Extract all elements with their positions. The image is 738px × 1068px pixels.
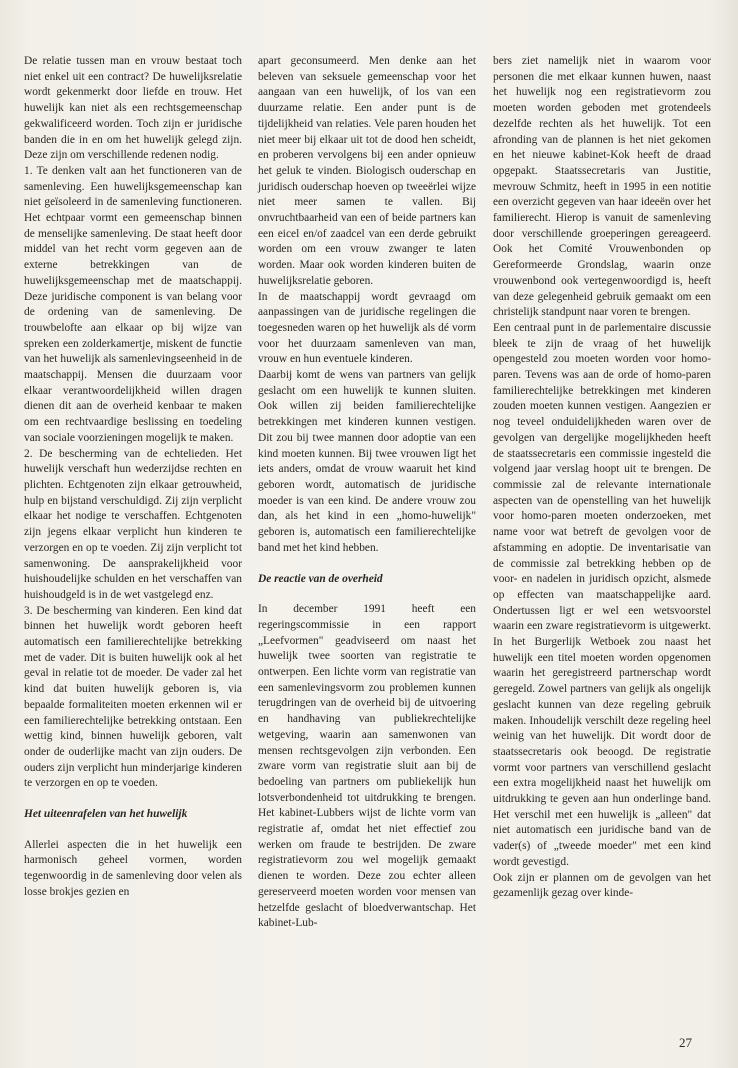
paragraph: Ook zijn er plannen om de gevolgen van het gezamenlijk gezag over kinde- bbox=[493, 871, 711, 900]
paragraph: In de maatschappij wordt gevraagd om aanpassingen van de juridische regelingen die toegesneden waren op het huwelijk als dé vorm voor het duurzaam samenleven van man, vrouw en hun eventuele kinderen. bbox=[258, 290, 476, 366]
paragraph: Daarbij komt de wens van partners van gelijk geslacht om een huwelijk te kunnen sluiten. Ook willen zij beiden familierechtelijke betrekkingen met kinderen kunnen vestigen. Dit zou bij twee mannen door adoptie van een kind moeten kunnen. Bij twee vrouwen ligt het iets anders, omdat de vrouw waaruit het kind geboren wordt, automatisch de juridische moeder is van een kind. De andere vrouw zou dan, als het kind in een „homo-huwelijk" geboren is, automatisch een familierechtelijke band met het kind hebben. bbox=[258, 369, 476, 554]
paragraph: apart geconsumeerd. Men denke aan het beleven van seksuele gemeenschap voor het aangaan van een huwelijk, of los van een duurzame relatie. Een ander punt is de tijdelijkheid van relaties. Vele paren houden het niet meer bij elkaar uit tot de dood hen scheidt, en proberen vervolgens bij een ander opnieuw het geluk te vinden. Biologisch ouderschap en juridisch ouderschap hoeven op tweeërlei wijze niet meer samen te vallen. Bij onvruchtbaarheid van een of beide partners kan een eicel en/of zaadcel van een derde gebruikt worden om een vrouw zwanger te laten worden. Maar ook worden kinderen buiten de huwelijksrelatie geboren. bbox=[258, 55, 476, 287]
paragraph: 2. De bescherming van de echtelieden. Het huwelijk verschaft hun wederzijdse rechten en plichten. Echtgenoten zijn elkaar getrouwheid, hulp en bijstand verschuldigd. Zij zijn verplicht elkaar het nodige te verschaffen. Echtgenoten zijn jegens elkaar verplicht hun kinderen te verzorgen en op te voeden. Zij zijn verplicht tot samenwoning. De aansprakelijkheid voor huishoudelijke schulden en het verschaffen van huishoudgeld is in de wet vastgelegd enz. bbox=[24, 447, 242, 601]
section-heading: Het uiteenrafelen van het huwelijk bbox=[24, 808, 188, 821]
paragraph: De relatie tussen man en vrouw bestaat toch niet enkel uit een contract? De huwelijksrelatie wordt gekenmerkt door liefde en trouw. Het huwelijk kan niet als een rechtsgemeenschap gekwalificeerd worden. Toch zijn er juridische banden die in en om het huwelijk gelegd zijn. Deze zijn om verschillende redenen nodig. bbox=[24, 55, 242, 162]
paragraph: In december 1991 heeft een regeringscommissie in een rapport „Leefvormen" geadviseerd om naast het huwelijk twee soorten van registratie te ontwerpen. Een lichte vorm van registratie van een samenlevingsvorm zou problemen kunnen terugdringen van de overheid bij de uitvoering en handhaving van publiekrechtelijke wetgeving, waarin aan samenwonen van mensen rechtsgevolgen zijn verbonden. Een zware vorm van registratie sluit aan bij de bedoeling van partners om publiekelijk hun lotsverbondenheid tot uitdrukking te brengen. Het kabinet-Lubbers wijst de lichte vorm van registratie af, omdat het niet effectief zou werken om fraude te bestrijden. De zware registratievorm zou wel mogelijk gemaakt dienen te worden. Deze zou echter alleen gereserveerd moeten worden voor mensen van hetzelfde geslacht of bloedverwantschap. Het kabinet-Lub- bbox=[258, 603, 476, 930]
paragraph: 3. De bescherming van kinderen. Een kind dat binnen het huwelijk wordt geboren heeft automatisch een familierechtelijke betrekking met de vader. Dit is buiten huwelijk ook al het geval in relatie tot de moeder. De vader zal het kind dat buiten huwelijk geboren is, via bepaalde formaliteiten moeten erkennen wil er een familierechtelijke betrekking ontstaan. Een wettig kind, binnen huwelijk geboren, valt onder de ouderlijke macht van zijn ouders. De ouders zijn verplicht hun minderjarige kinderen te verzorgen en op te voeden. bbox=[24, 604, 242, 790]
page-number: 27 bbox=[679, 1035, 692, 1050]
text-column-3 bbox=[493, 54, 711, 902]
paragraph: Allerlei aspecten die in het huwelijk een harmonisch geheel vormen, worden tegenwoordig in de samenleving door velen als losse brokjes gezien en bbox=[24, 838, 242, 898]
text-column-1 bbox=[24, 54, 242, 901]
text-column-2 bbox=[258, 54, 476, 932]
paragraph: Een centraal punt in de parlementaire discussie bleek te zijn de vraag of het huwelijk opengesteld zou moeten worden voor homo-paren. Tevens was aan de orde of homo-paren familierechtelijke betrekkingen met kinderen zouden moeten kunnen vestigen. Aangezien er nog teveel onduidelijkheden waren over de gevolgen van dergelijke mogelijkheden heeft de staatssecretaris een commissie ingesteld die volgend jaar verslag hoopt uit te brengen. De commissie zal de relevante internationale aspecten van de openstelling van het huwelijk voor homo-paren moeten onderzoeken, met name voor wat betreft de gevolgen voor de afstamming en adoptie. De inventarisatie van de commissie zal betrekking hebben op de voor- en nadelen in juridisch opzicht, alsmede op effecten van maatschappelijke aard. Ondertussen ligt er wel een wetsvoorstel waarin een zware registratievorm is uitgewerkt. In het Burgerlijk Wetboek zou naast het huwelijk een titel moeten worden opgenomen waarin het geregistreerd partnerschap wordt geregeld. Zowel partners van gelijk als ongelijk geslacht kunnen van deze regeling gebruik maken. Inhoudelijk verschilt deze regeling heel weinig van het huwelijk. Dit wordt door de staatssecretaris ook beoogd. De registratie vormt voor partners van verschillend geslacht een extra mogelijkheid naast het huwelijk om uitdrukking te geven aan hun onderlinge band. Het verschil met een huwelijk is „alleen" dat niet automatisch een juridische band van de vader(s) of „tweede moeder" met een kind wordt gevestigd. bbox=[493, 321, 711, 868]
section-heading: De reactie van de overheid bbox=[258, 572, 383, 585]
paragraph: 1. Te denken valt aan het functioneren van de samenleving. Een huwelijksgemeenschap kan niet geïsoleerd in de samenleving functioneren. Het echtpaar vormt een gemeenschap binnen de menselijke samenleving. De staat heeft door middel van het recht vorm gegeven aan de externe betrekkingen van de huwelijksgemeenschap met de maatschappij. Deze juridische component is van belang voor de ordening van de samenleving. De trouwbelofte aan elkaar op bij wijze van spreken een zolderkamertje, miskent de functie van het huwelijk als samenlevingseenheid in de maatschappij. Mensen die duurzaam voor elkaar verantwoordelijkheid willen dragen dienen dit aan de overheid kenbaar te maken om een rechtvaardige beslissing en toedeling van sociale voorzieningen mogelijk te maken. bbox=[24, 164, 242, 444]
paragraph: bers ziet namelijk niet in waarom voor personen die met elkaar kunnen huwen, naast het huwelijk nog een registratievorm zou moeten worden geboden met grotendeels dezelfde rechten als het huwelijk. Tot een afronding van de plannen is het niet gekomen en het nieuwe kabinet-Kok heeft de draad opgepakt. Staatssecretaris van Justitie, mevrouw Schmitz, heeft in 1995 in een notitie een overzicht gegeven van haar ideeën over het familierecht. Hierop is vanuit de samenleving door verschillende groeperingen gereageerd. Ook het Comité Vrouwenbonden op Gereformeerde Grondslag, waarin onze vrouwenbond ook vertegenwoordigd is, heeft van deze gelegenheid gebruik gemaakt om een christelijk standpunt naar voren te brengen. bbox=[493, 55, 711, 319]
